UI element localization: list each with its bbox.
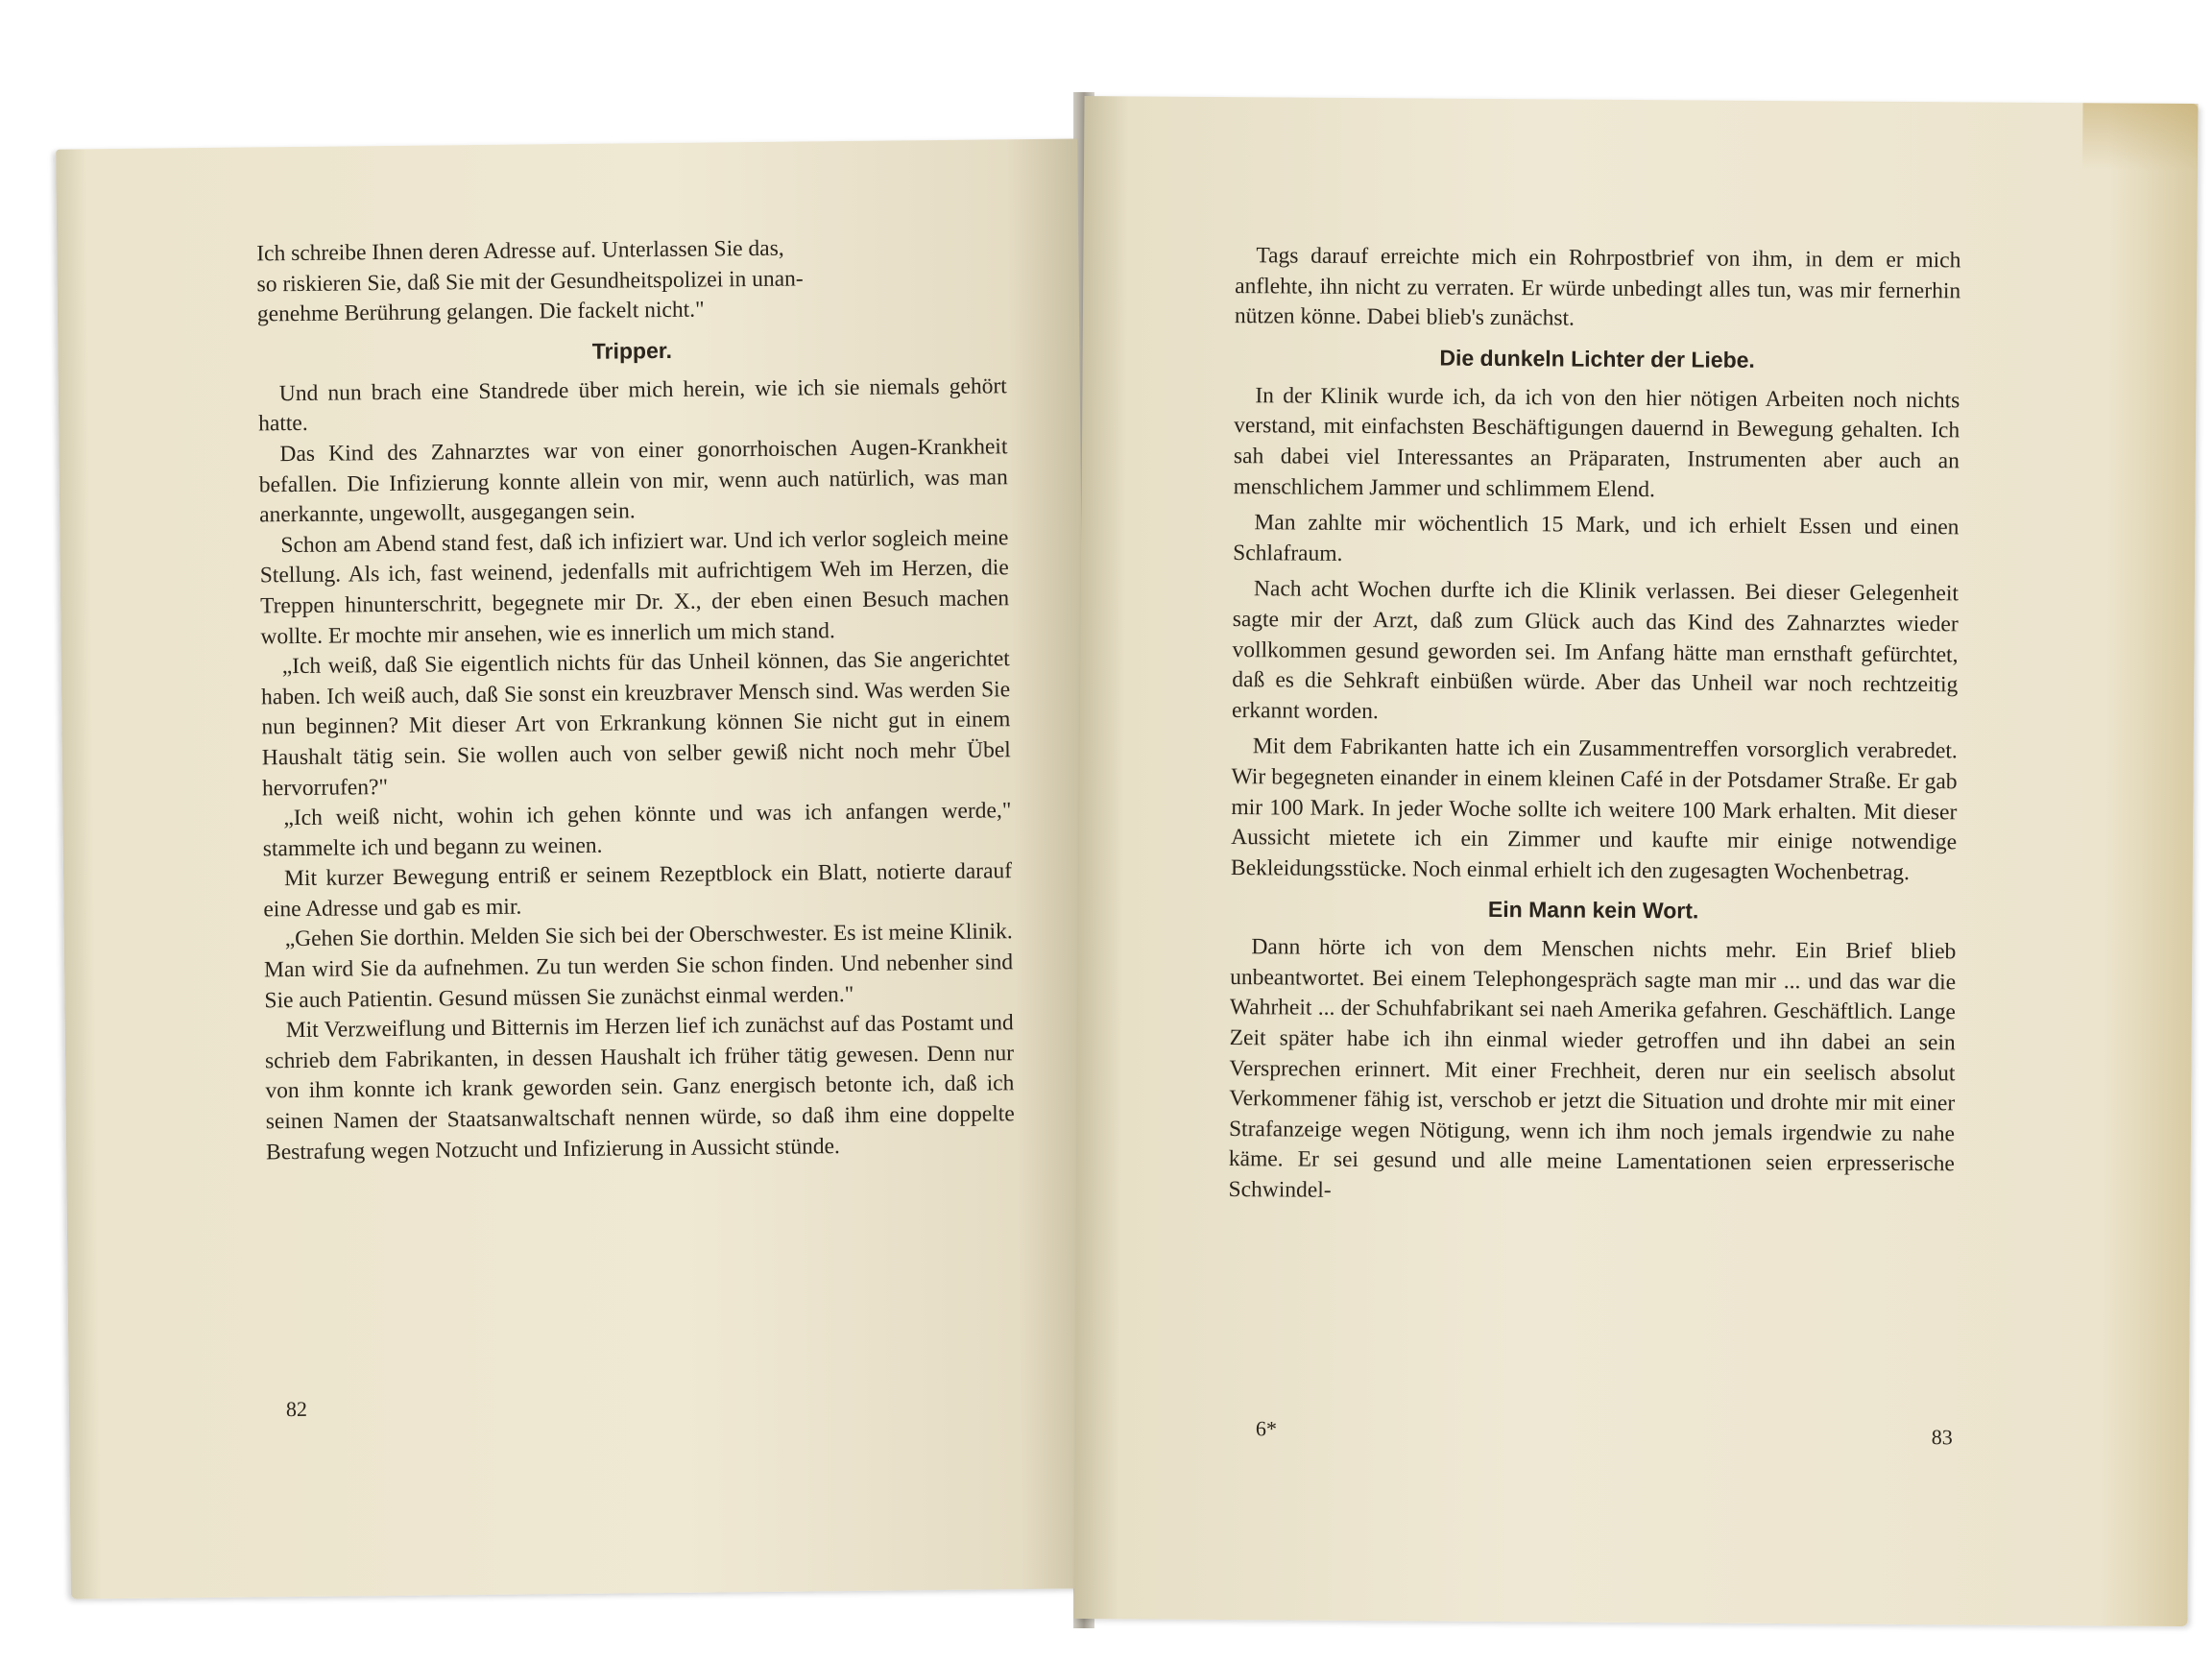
paragraph: Und nun brach eine Standrede über mich herein, wie ich sie niemals gehört hatte.: [257, 373, 1007, 437]
right-text-block: [1228, 241, 1960, 1211]
text-line: Ich schreibe Ihnen deren Adresse auf. Unterlassen Sie das,: [256, 235, 784, 267]
page-number: 82: [285, 1396, 308, 1422]
paragraph: Mit Verzweiflung und Bitternis im Herzen lief ich zunächst auf das Postamt und schrieb dem Fabrikanten, in dessen Haushalt ich früher tätig gewesen. Denn nur von ihm konnte ich krank geworden sein. Ganz energisch betonte ich, daß ich seinen Namen der Staatsanwaltschaft nennen würde, so daß ihm eine doppelte Bestrafung wegen Notzucht und Infizierung in Aussicht stünde.: [264, 1010, 1015, 1166]
paragraph: Das Kind des Zahnarztes war von einer gonorrhoischen Augen-Krankheit befallen. Die Infizierung konnte allein von mir, wenn auch natürlich, was man anerkannte, ungewollt, ausgegangen sein.: [258, 434, 1008, 528]
paragraph: In der Klinik wurde ich, da ich von den hier nötigen Arbeiten noch nichts verstand, mit einfachsten Beschäftigungen dauernd in Bewegung gehalten. Ich sah dabei viel Interessantes an Präparaten, Instrumenten aber auch an menschlichem Jammer und schlimmem Elend.: [1233, 383, 1960, 502]
section-heading: Tripper.: [591, 337, 673, 364]
paragraph: „Ich weiß nicht, wohin ich gehen könnte und was ich anfangen werde," stammelte ich und begann zu weinen.: [262, 798, 1012, 862]
text-line: so riskieren Sie, daß Sie mit der Gesundheitspolizei in unan-: [256, 266, 804, 298]
paragraph: „Ich weiß, daß Sie eigentlich nichts für das Unheil können, das Sie angerichtet haben. Ich weiß auch, daß Sie sonst ein kreuzbraver Mensch sind. Was werden Sie nun beginnen? Mit dieser Art von Erkrankung können Sie nicht gut in einem Haushalt tätig sein. Sie wollen auch von selber gewiß nicht noch mehr Übel hervorrufen?": [260, 646, 1011, 801]
text-line: genehme Berührung gelangen. Die fackelt nicht.": [256, 297, 705, 327]
right-page: [1073, 96, 2198, 1626]
paragraph: Nach acht Wochen durfte ich die Klinik verlassen. Bei dieser Gelegenheit sagte mir der Arzt, daß zum Glück auch das Kind des Zahnarztes wieder vollkommen gesund geworden sei. Im Anfang hätte man ernsthaft gefürchtet, daß es die Sehkraft einbüßen würde. Aber das Unheil war noch rechtzeitig erkannt worden.: [1231, 576, 1960, 724]
section-heading: Die dunkeln Lichter der Liebe.: [1439, 345, 1755, 373]
section-heading: Ein Mann kein Wort.: [1487, 897, 1699, 924]
left-page: [56, 138, 1093, 1599]
paragraph: Mit kurzer Bewegung entriß er seinem Rezeptblock ein Blatt, notierte darauf eine Adresse und gab es mir.: [263, 858, 1013, 923]
signature-mark: 6*: [1255, 1416, 1277, 1441]
paragraph: Tags darauf erreichte mich ein Rohrpostbrief von ihm, in dem er mich anflehte, ihn nicht zu verraten. Er würde unbedingt alles tun, was mir fernerhin nützen könne. Dabei blieb's zunächst.: [1234, 243, 1961, 331]
paragraph: Schon am Abend stand fest, daß ich infiziert war. Und ich verlor sogleich meine Stellung. Als ich, fast weinend, jedenfalls mit aufrichtigem Weh im Herzen, die Treppen hinunterschritt, begegnete mir Dr. X., der eben einen Besuch machen wollte. Er mochte mir ansehen, wie es innerlich um mich stand.: [259, 524, 1010, 649]
left-text-block: [256, 231, 1015, 1167]
page-number: 83: [1931, 1425, 1953, 1450]
paragraph: Man zahlte mir wöchentlich 15 Mark, und ich erhielt Essen und einen Schlafraum.: [1233, 510, 1960, 566]
paragraph: „Gehen Sie dorthin. Melden Sie sich bei der Oberschwester. Es ist meine Klinik. Man wird Sie da aufnehmen. Zu tun werden Sie schon finden. Und nebenher sind Sie auch Patientin. Gesund müssen Sie zunächst einmal werden.": [263, 919, 1014, 1014]
paragraph: Mit dem Fabrikanten hatte ich ein Zusammentreffen vorsorglich verabredet. Wir begegneten einander in einem kleinen Café in der Potsdamer Straße. Er gab mir 100 Mark. In jeder Woche sollte ich weitere 100 Mark erhalten. Mit dieser Aussicht mietete ich ein Zimmer und kaufte mir einige notwendige Bekleidungsstücke. Noch einmal erhielt ich den zugesagten Wochenbetrag.: [1230, 733, 1958, 885]
paragraph: Dann hörte ich von dem Menschen nichts mehr. Ein Brief blieb unbeantwortet. Bei einem Telephongespräch sagte man mir ... und das war die Wahrheit ... der Schuhfabrikant sei naeh Amerika gefahren. Geschäftlich. Lange Zeit später habe ich ihn einmal wieder getroffen und ihn dabei an sein Versprechen erinnert. Mit einer Frechheit, deren nur ein seelisch absolut Verkommener fähig ist, verschob er jetzt die Situation und drohte mir mit einer Strafanzeige wegen Nötigung, wenn ich ihm noch jemals irgendwie zu nahe käme. Er sei gesund und alle meine Lamentationen seien erpresserische Schwindel-: [1228, 934, 1957, 1203]
